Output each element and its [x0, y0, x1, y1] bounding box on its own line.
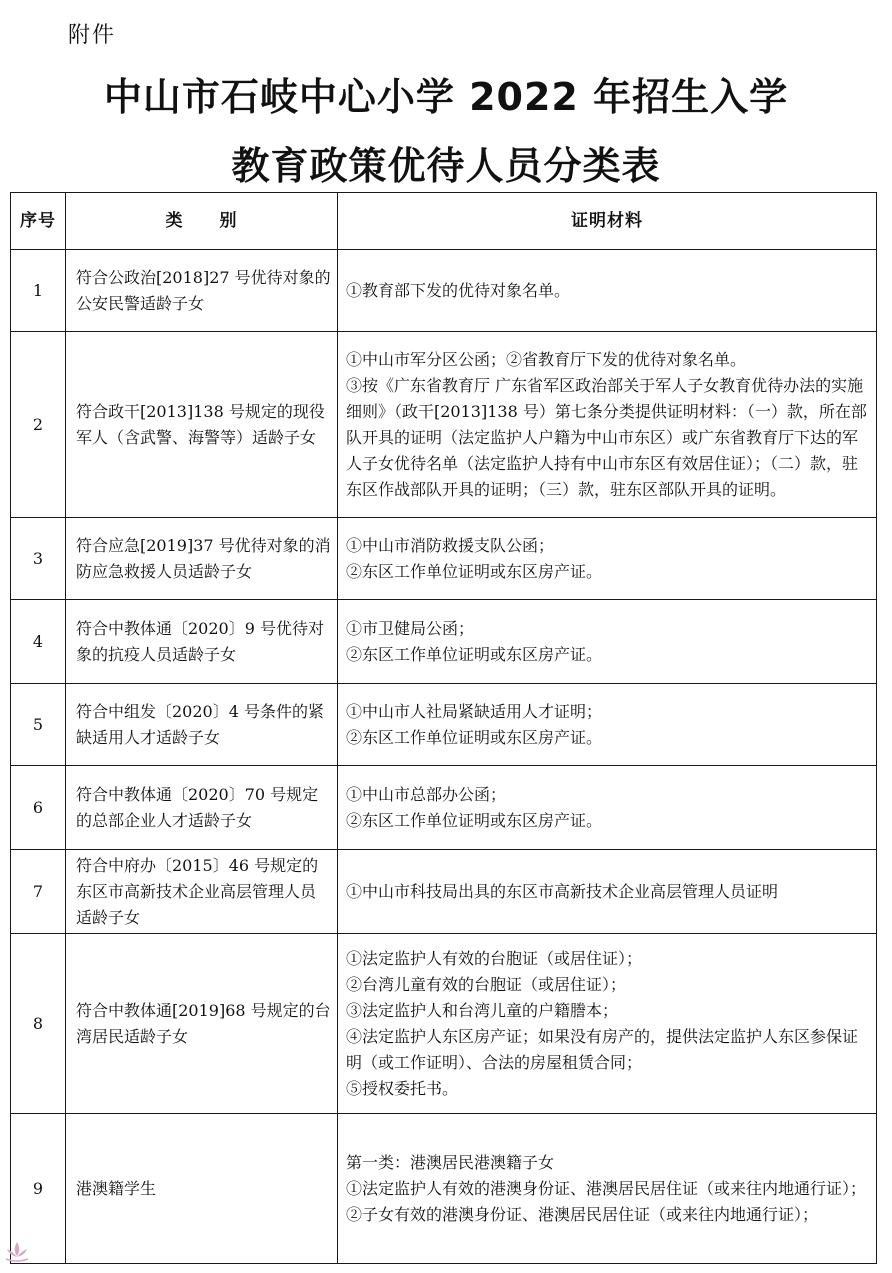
row-materials: [338, 684, 877, 766]
row-seq: 9: [11, 1114, 66, 1264]
material-line: ④法定监护人东区房产证；如果没有房产的，提供法定监护人东区参保证明（或工作证明）、合法的房屋租赁合同；: [346, 1026, 859, 1072]
row-materials: [338, 518, 877, 600]
material-line: ②台湾儿童有效的台胞证（或居住证）；: [346, 974, 627, 994]
row-seq: 8: [11, 934, 66, 1114]
row-category: 符合政干[2013]138 号规定的现役军人（含武警、海警等）适龄子女: [66, 332, 338, 518]
table-row: [11, 332, 877, 518]
row-category: 符合中府办〔2015〕46 号规定的东区市高新技术企业高层管理人员适龄子女: [66, 850, 338, 934]
row-category: 符合应急[2019]37 号优待对象的消防应急救援人员适龄子女: [66, 518, 338, 600]
material-line: ②东区工作单位证明或东区房产证。: [346, 810, 603, 830]
material-line: ①中山市总部办公函；: [346, 784, 507, 804]
material-line: ②东区工作单位证明或东区房产证。: [346, 561, 603, 581]
material-line: ①中山市人社局紧缺适用人才证明；: [346, 701, 603, 721]
attachment-label: 附件: [68, 23, 117, 48]
header-seq: 序号: [11, 193, 66, 250]
material-line: ②子女有效的港澳身份证、港澳居民居住证（或来往内地通行证）；: [346, 1204, 819, 1224]
header-materials: 证明材料: [338, 193, 877, 250]
row-seq: 7: [11, 850, 66, 934]
table-row: [11, 934, 877, 1114]
row-category: 港澳籍学生: [66, 1114, 338, 1264]
row-seq: 3: [11, 518, 66, 600]
row-materials: [338, 250, 877, 332]
row-seq: 5: [11, 684, 66, 766]
document-title-line-1: 中山市石岐中心小学 2022 年招生入学: [103, 75, 789, 119]
row-seq: 1: [11, 250, 66, 332]
material-line: ⑤授权委托书。: [346, 1078, 459, 1098]
material-line: ③法定监护人和台湾儿童的户籍謄本；: [346, 1000, 619, 1020]
row-category: 符合公政治[2018]27 号优待对象的公安民警适龄子女: [66, 250, 338, 332]
material-line: ①中山市科技局出具的东区市高新技术企业高层管理人员证明: [346, 881, 779, 901]
row-category: 符合中教体通〔2020〕70 号规定的总部企业人才适龄子女: [66, 766, 338, 850]
material-line: ①法定监护人有效的台胞证（或居住证）；: [346, 948, 643, 968]
table-row: [11, 250, 877, 332]
lotus-logo-icon: [4, 1240, 30, 1262]
table-row: [11, 850, 877, 934]
material-line: ②东区工作单位证明或东区房产证。: [346, 727, 603, 747]
material-line: ①市卫健局公函；: [346, 618, 475, 638]
table-row: [11, 684, 877, 766]
row-materials: [338, 850, 877, 934]
material-line: ②东区工作单位证明或东区房产证。: [346, 644, 603, 664]
material-line: ①法定监护人有效的港澳身份证、港澳居民居住证（或来往内地通行证）；: [346, 1178, 867, 1198]
material-line: ①中山市军分区公函；②省教育厅下发的优待对象名单。: [346, 349, 747, 369]
row-materials: [338, 766, 877, 850]
row-seq: 6: [11, 766, 66, 850]
row-materials: [338, 1114, 877, 1264]
material-line: ③按《广东省教育厅 广东省军区政治部关于军人子女教育优待办法的实施细则》（政干[2013]138 号）第七条分类提供证明材料：（一）款，所在部队开具的证明（法定监护人户籍为中山市东区）或广东省教育厅下达的军人子女优待名单（法定监护人持有中山市东区有效居住证）；（二）款，驻东区作战部队开具的证明；（三）款，驻东区部队开具的证明。: [346, 375, 867, 499]
table-row: [11, 766, 877, 850]
table-row: [11, 518, 877, 600]
row-materials: [338, 332, 877, 518]
material-line: ①教育部下发的优待对象名单。: [346, 280, 571, 300]
row-seq: 2: [11, 332, 66, 518]
table-row: [11, 600, 877, 684]
row-seq: 4: [11, 600, 66, 684]
row-category: 符合中教体通〔2020〕9 号优待对象的抗疫人员适龄子女: [66, 600, 338, 684]
material-line: 第一类：港澳居民港澳籍子女: [346, 1152, 555, 1172]
row-category: 符合中教体通[2019]68 号规定的台湾居民适龄子女: [66, 934, 338, 1114]
document-title-line-2: 教育政策优待人员分类表: [231, 144, 661, 188]
material-line: ①中山市消防救援支队公函；: [346, 535, 555, 555]
row-category: 符合中组发〔2020〕4 号条件的紧缺适用人才适龄子女: [66, 684, 338, 766]
table-row: [11, 1114, 877, 1264]
row-materials: [338, 600, 877, 684]
table-header-row: [11, 193, 877, 250]
row-materials: [338, 934, 877, 1114]
header-category: 类 别: [66, 193, 338, 250]
policy-category-table: [10, 192, 877, 1264]
